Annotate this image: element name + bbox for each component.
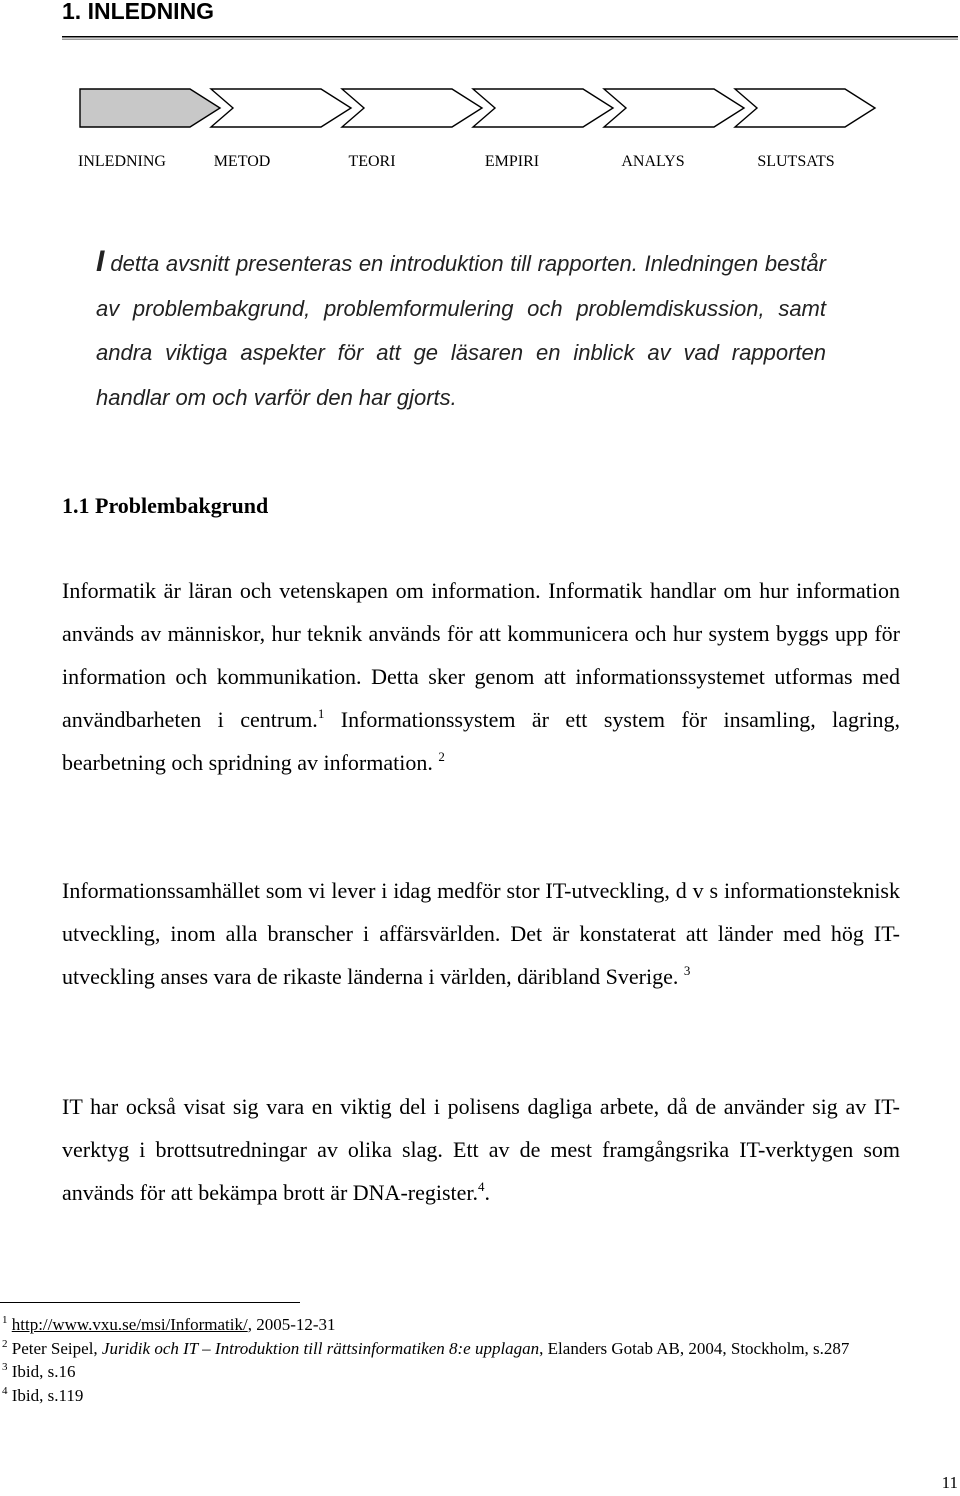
footnote-ref-4[interactable]: 4 bbox=[478, 1179, 485, 1194]
footnote-text: Ibid, s.16 bbox=[11, 1362, 76, 1381]
flow-label-inledning: INLEDNING bbox=[78, 153, 166, 170]
paragraph-informationssamhallet bbox=[62, 869, 900, 998]
paragraph-informatik bbox=[62, 569, 900, 784]
flow-label-teori: TEORI bbox=[348, 153, 396, 170]
chapter-intro bbox=[96, 240, 826, 420]
flow-label-empiri: EMPIRI bbox=[484, 153, 540, 170]
flow-chevron-teori bbox=[342, 89, 482, 127]
footnote-number: 4 bbox=[2, 1384, 8, 1397]
footnote-number: 3 bbox=[2, 1361, 8, 1373]
chapter-title: 1. INLEDNING bbox=[62, 0, 215, 24]
footnote-number: 1 bbox=[2, 1314, 8, 1326]
paragraph-text: . bbox=[484, 1180, 491, 1205]
footnote-ref-3[interactable]: 3 bbox=[683, 963, 691, 978]
paragraph-text: IT har också visat sig vara en viktig del i polisens dagliga arbete, då de använder sig av IT-verktyg i brottsutredningar av olika slag. Ett av de mest framgångsrika IT-verktygen som används för att bekämpa brott är DNA-register. bbox=[62, 1094, 900, 1205]
footnote-ref-2[interactable]: 2 bbox=[438, 749, 445, 764]
footnote-number: 2 bbox=[2, 1337, 8, 1350]
flow-chevron-empiri bbox=[473, 89, 613, 127]
paragraph-text: Informationssystem är ett system för insamling, lagring, bearbetning och spridning av information. bbox=[62, 707, 900, 775]
footnote-text: Ibid, s.119 bbox=[11, 1385, 84, 1405]
flow-chevron-analys bbox=[604, 89, 744, 127]
page-number: 11 bbox=[941, 1473, 958, 1492]
footnote-separator bbox=[0, 1302, 300, 1303]
footnote-2 bbox=[2, 1337, 902, 1361]
paragraph-text: Informationssamhället som vi lever i idag medför stor IT-utveckling, d v s informationsteknisk utveckling, inom alla branscher i affärsvärlden. Det är konstaterat att länder med hög IT-utveckling anses vara de rikaste länderna i världen, däribland Sverige. bbox=[62, 878, 900, 989]
paragraph-text: Informatik är läran och vetenskapen om information. Informatik handlar om hur information används av människor, hur teknik används för att kommunicera och hur system byggs upp för information och kommunikation. Detta sker genom att informationssystemet utformas med användbarheten i centrum. bbox=[62, 578, 900, 732]
footnote-3 bbox=[2, 1360, 902, 1384]
flow-chevron-metod bbox=[211, 89, 351, 127]
intro-text: detta avsnitt presenteras en introduktion till rapporten. Inledningen består av problembakgrund, problemformulering och problemdiskussion, samt andra viktiga aspekter för att ge läsaren en inblick av vad rapporten handlar om och varför den har gjorts. bbox=[96, 251, 826, 410]
footnote-text: , 2005-12-31 bbox=[247, 1315, 336, 1334]
footnote-title: Juridik och IT – Introduktion till rättsinformatiken 8:e upplagan bbox=[101, 1338, 540, 1358]
flow-chevron-inledning bbox=[80, 89, 220, 127]
section-heading: 1.1 Problembakgrund bbox=[62, 493, 269, 518]
footnote-1 bbox=[2, 1313, 902, 1337]
footnote-ref-1[interactable]: 1 bbox=[317, 706, 325, 721]
footnote-author: Peter Seipel, bbox=[11, 1338, 102, 1358]
footnote-link[interactable]: http://www.vxu.se/msi/Informatik/ bbox=[11, 1315, 248, 1334]
flow-chevron-slutsats bbox=[735, 89, 875, 127]
footnotes bbox=[2, 1313, 902, 1407]
paragraph-it-polisen bbox=[62, 1085, 900, 1214]
footnote-4 bbox=[2, 1384, 902, 1408]
flow-label-analys: ANALYS bbox=[621, 153, 685, 170]
flow-label-metod: METOD bbox=[213, 153, 271, 170]
flow-label-slutsats: SLUTSATS bbox=[757, 153, 835, 170]
footnote-text: , Elanders Gotab AB, 2004, Stockholm, s.287 bbox=[539, 1338, 850, 1358]
intro-dropcap: I bbox=[96, 245, 105, 278]
